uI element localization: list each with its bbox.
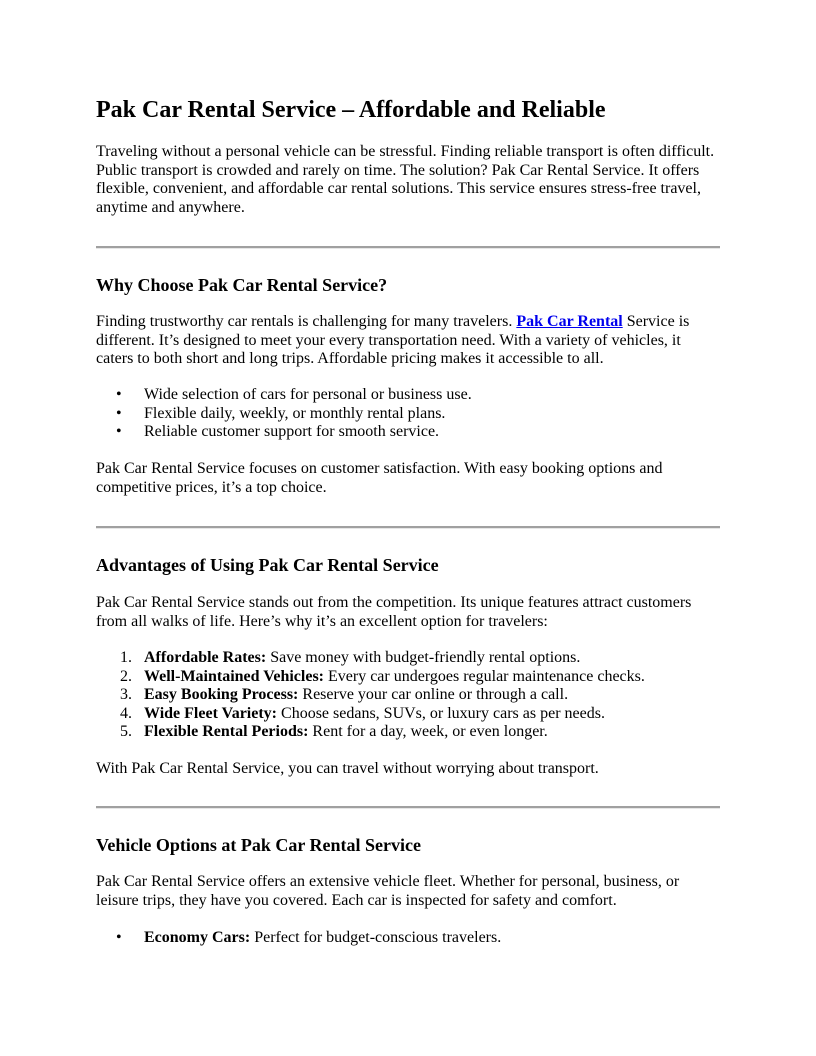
why-choose-text-before: Finding trustworthy car rentals is challenging for many travelers. (96, 313, 513, 330)
section-heading-vehicle-options: Vehicle Options at Pak Car Rental Service (96, 835, 421, 855)
why-choose-text-after: Service is different. It’s designed to meet your every transportation need. With a variety of vehicles, it caters to both short and long trips. Affordable pricing makes it accessible to all. (96, 313, 690, 367)
list-item: • Wide selection of cars for personal or business use. (116, 386, 472, 403)
advantages-numbered-list (96, 649, 720, 742)
section-divider (96, 526, 720, 529)
bullet-icon: • (116, 423, 122, 440)
intro-paragraph: Traveling without a personal vehicle can be stressful. Finding reliable transport is often difficult. Public transport is crowded and rarely on time. The solution? Pak Car Rental Service. It offers flexible, convenient, and affordable car rental solutions. This service ensures stress-free travel, anytime and anywhere. (96, 143, 715, 216)
bullet-icon: • (116, 929, 122, 946)
list-item: 1. Affordable Rates: Save money with budget-friendly rental options. (120, 649, 581, 666)
section-heading-advantages: Advantages of Using Pak Car Rental Service (96, 555, 439, 575)
section-heading-why-choose: Why Choose Pak Car Rental Service? (96, 275, 388, 295)
list-item: • Flexible daily, weekly, or monthly rental plans. (116, 404, 446, 422)
list-item: 3. Easy Booking Process: Reserve your car online or through a call. (120, 686, 569, 703)
pak-car-rental-link[interactable]: Pak Car Rental (516, 313, 623, 330)
advantages-intro: Pak Car Rental Service stands out from the competition. Its unique features attract customers from all walks of life. Here’s why it’s an excellent option for travelers: (96, 594, 692, 630)
why-choose-paragraph (96, 313, 720, 369)
section-divider (96, 246, 720, 249)
list-item: 5. Flexible Rental Periods: Rent for a day, week, or even longer. (120, 723, 548, 740)
list-item: 4. Wide Fleet Variety: Choose sedans, SUVs, or luxury cars as per needs. (120, 704, 605, 722)
list-item: 2. Well-Maintained Vehicles: Every car undergoes regular maintenance checks. (120, 667, 645, 685)
bullet-icon: • (116, 404, 122, 422)
advantages-closing: With Pak Car Rental Service, you can travel without worrying about transport. (96, 760, 599, 777)
page-title: Pak Car Rental Service – Affordable and Reliable (96, 97, 606, 123)
vehicle-options-bullet-list (96, 929, 720, 948)
list-item: • Reliable customer support for smooth service. (116, 423, 440, 440)
list-item: • Economy Cars: Perfect for budget-conscious travelers. (116, 929, 502, 946)
why-choose-bullet-list (96, 386, 720, 442)
section-divider (96, 806, 720, 809)
why-choose-closing: Pak Car Rental Service focuses on customer satisfaction. With easy booking options and competitive prices, it’s a top choice. (96, 460, 663, 496)
vehicle-options-intro: Pak Car Rental Service offers an extensive vehicle fleet. Whether for personal, business, or leisure trips, they have you covered. Each car is inspected for safety and comfort. (96, 873, 680, 909)
bullet-icon: • (116, 386, 122, 403)
